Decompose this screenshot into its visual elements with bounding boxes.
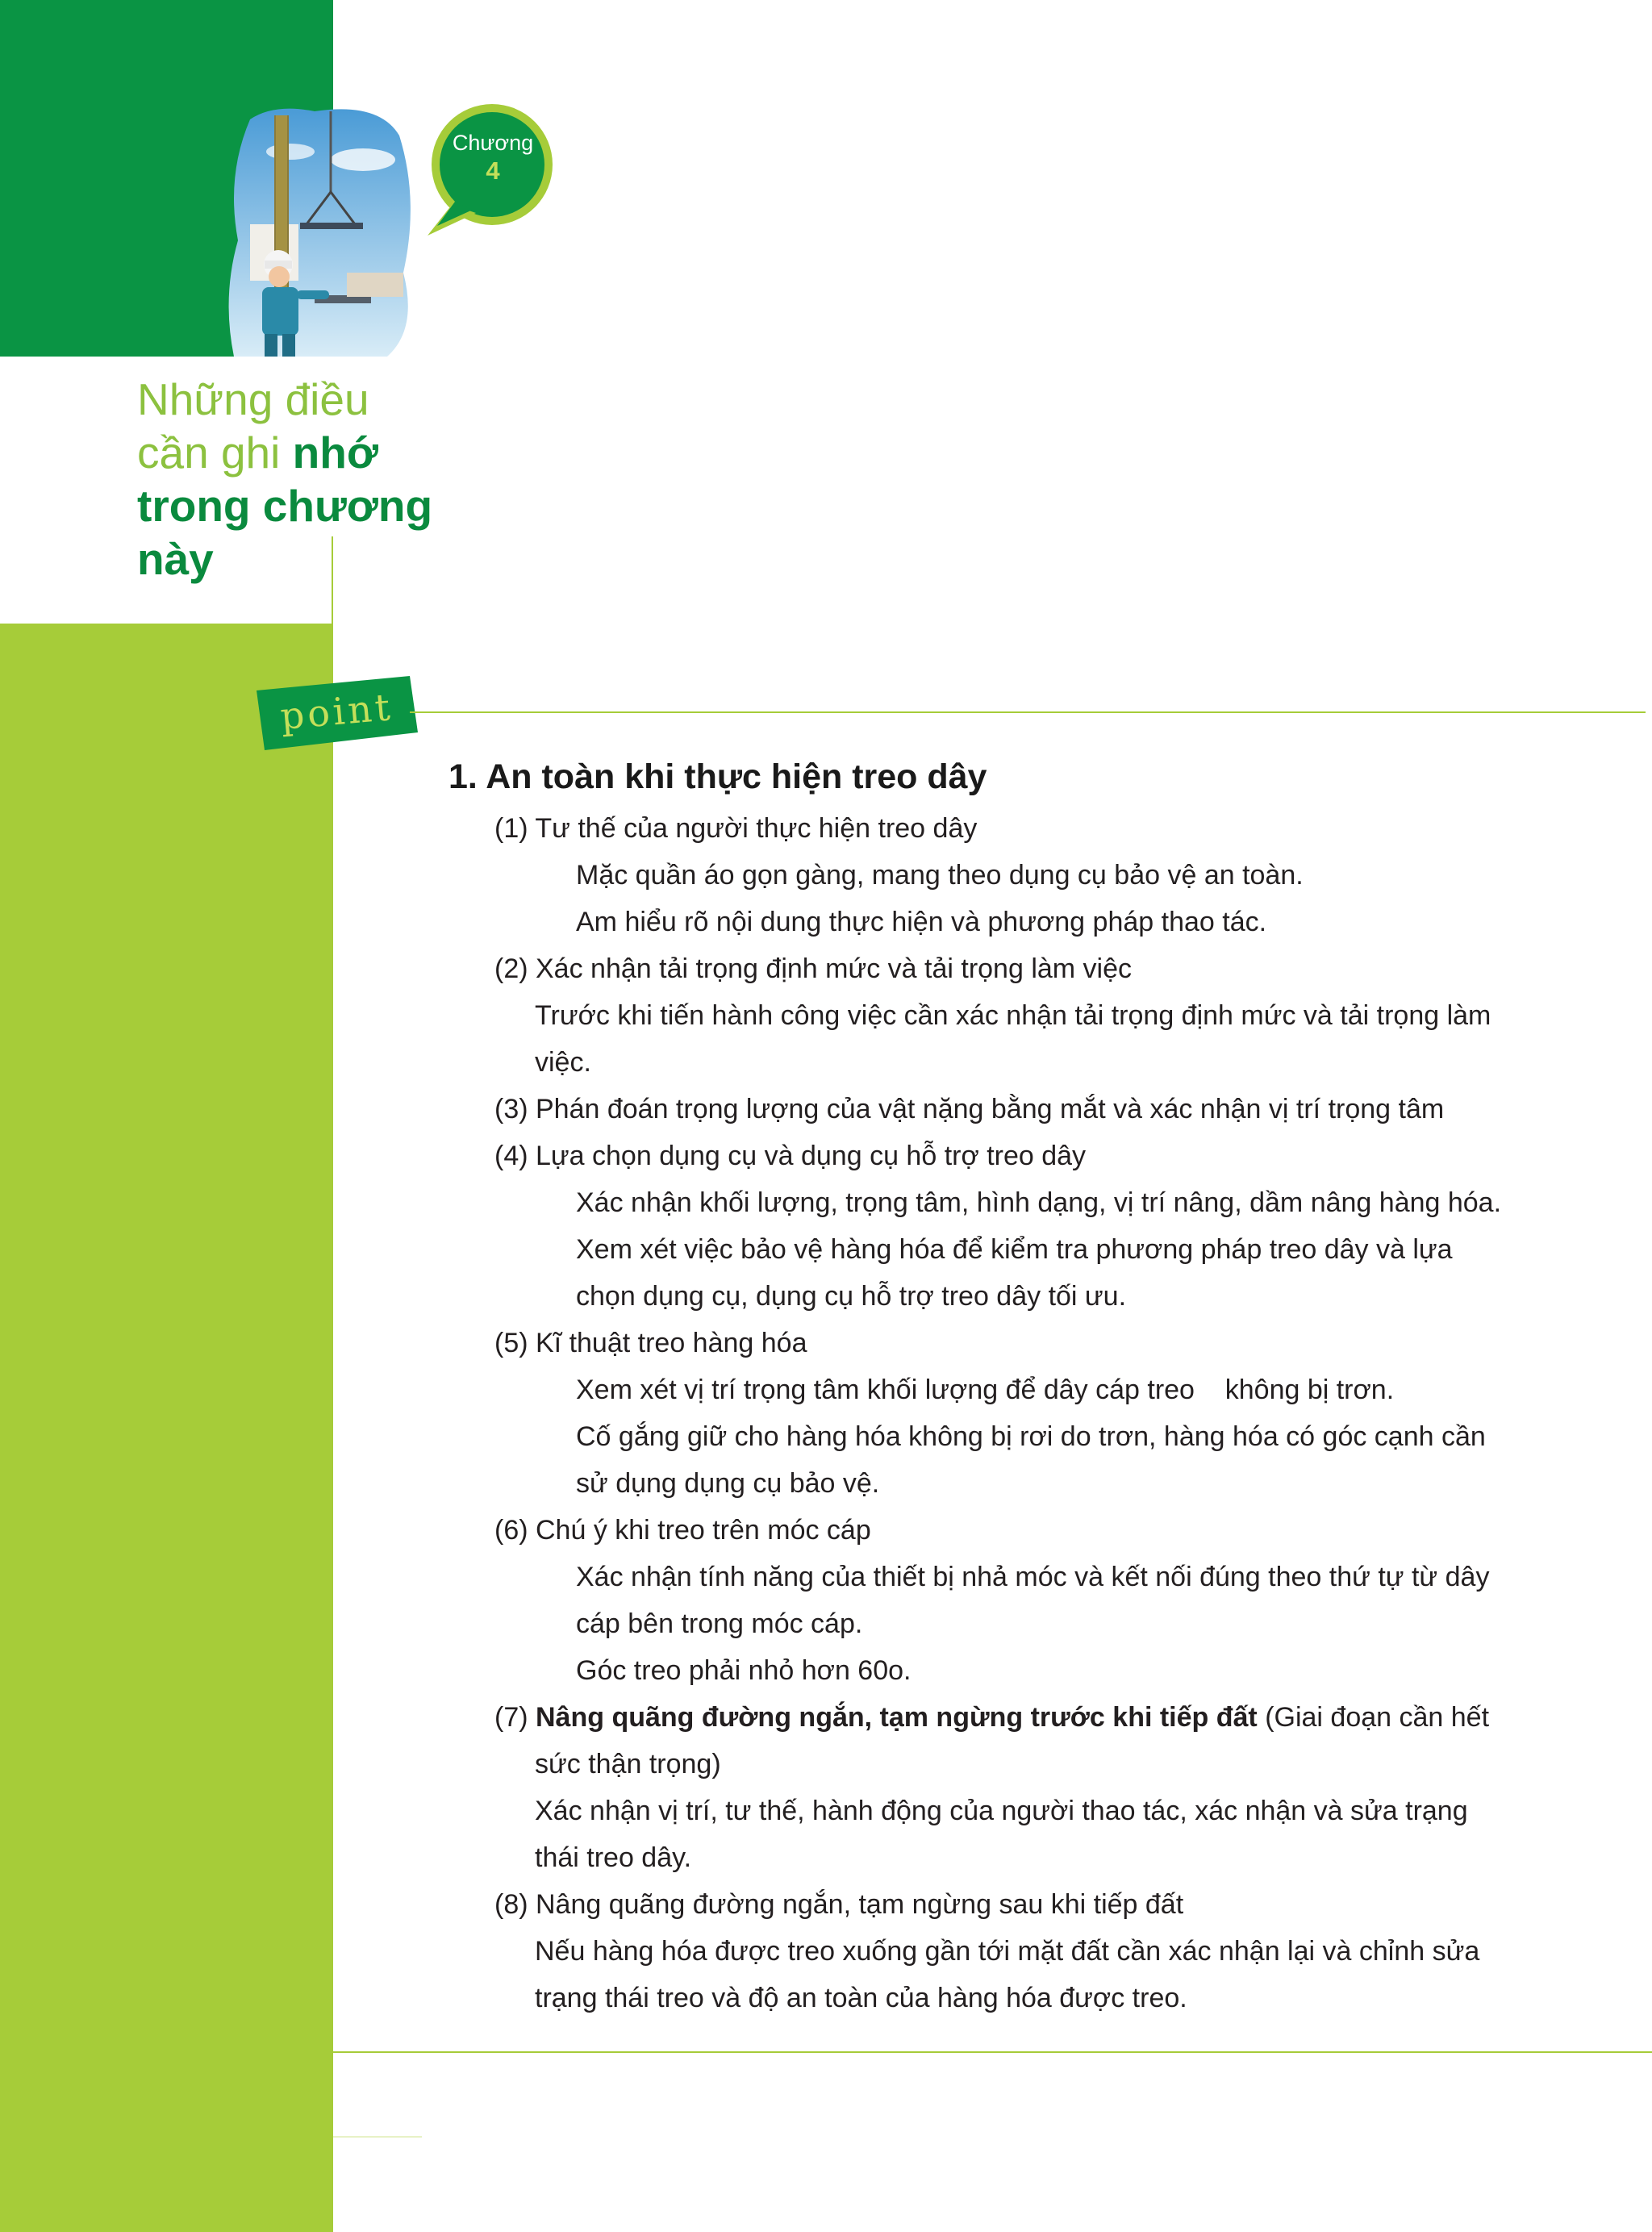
chapter-title (137, 373, 476, 586)
item-7-prefix: (7) (494, 1702, 536, 1733)
title-line-3: trong chương (137, 481, 433, 531)
item-1-title: (1) Tư thế của người thực hiện treo dây (494, 813, 978, 844)
item-8-line-2: trạng thái treo và độ an toàn của hàng hóa được treo. (535, 1983, 1187, 2013)
item-5-line-3: sử dụng dụng cụ bảo vệ. (576, 1468, 880, 1499)
item-6-line-2: cáp bên trong móc cáp. (576, 1608, 863, 1639)
chapter-badge (432, 129, 553, 186)
chapter-number: 4 (486, 156, 500, 185)
worker-crane-illustration (226, 103, 419, 357)
item-1-line-2: Am hiểu rõ nội dung thực hiện và phương pháp thao tác. (576, 907, 1267, 937)
item-7-line-1: Xác nhận vị trí, tư thế, hành động của người thao tác, xác nhận và sửa trạng (535, 1796, 1468, 1826)
bottom-divider (333, 2051, 1652, 2053)
section-content (448, 749, 1602, 2021)
item-4-line-2: Xem xét việc bảo vệ hàng hóa để kiểm tra phương pháp treo dây và lựa (576, 1234, 1453, 1265)
item-7-title (448, 1694, 1602, 1741)
item-5-line-1: Xem xét vị trí trọng tâm khối lượng để dây cáp treo không bị trơn. (576, 1375, 1395, 1405)
point-tag (257, 676, 418, 750)
item-6-line-1: Xác nhận tính năng của thiết bị nhả móc và kết nối đúng theo thứ tự từ dây (576, 1562, 1490, 1592)
item-6-line-3: Góc treo phải nhỏ hơn 60o. (576, 1655, 912, 1686)
item-7-bold: Nâng quãng đường ngắn, tạm ngừng trước khi tiếp đất (536, 1702, 1258, 1733)
chapter-label: Chương (452, 131, 534, 155)
item-5-line-2: Cố gắng giữ cho hàng hóa không bị rơi do trơn, hàng hóa có góc cạnh cần (576, 1421, 1486, 1452)
title-line-2-bold: nhớ (292, 428, 378, 478)
item-7-suffix: (Giai đoạn cần hết (1257, 1702, 1490, 1733)
item-3-title: (3) Phán đoán trọng lượng của vật nặng bằng mắt và xác nhận vị trí trọng tâm (494, 1094, 1445, 1124)
item-2-line-2: việc. (535, 1047, 591, 1078)
side-band (0, 624, 333, 2232)
item-4-line-3: chọn dụng cụ, dụng cụ hỗ trợ treo dây tối ưu. (576, 1281, 1127, 1312)
title-line-1: Những điều (137, 374, 369, 424)
item-6-title: (6) Chú ý khi treo trên móc cáp (494, 1515, 871, 1546)
item-5-title: (5) Kĩ thuật treo hàng hóa (494, 1328, 807, 1358)
item-2-line-1: Trước khi tiến hành công việc cần xác nhận tải trọng định mức và tải trọng làm (535, 1000, 1491, 1031)
footer-mark (333, 2136, 422, 2138)
item-8-line-1: Nếu hàng hóa được treo xuống gần tới mặt đất cần xác nhận lại và chỉnh sửa (535, 1936, 1480, 1967)
item-4-title: (4) Lựa chọn dụng cụ và dụng cụ hỗ trợ treo dây (494, 1141, 1087, 1171)
title-line-2-light: cần ghi (137, 428, 293, 478)
point-label: point (278, 685, 395, 739)
item-7-title-cont: sức thận trọng) (535, 1749, 721, 1779)
item-1-line-1: Mặc quần áo gọn gàng, mang theo dụng cụ bảo vệ an toàn. (576, 860, 1304, 891)
item-2-title: (2) Xác nhận tải trọng định mức và tải trọng làm việc (494, 953, 1133, 984)
section-heading: 1. An toàn khi thực hiện treo dây (448, 757, 987, 796)
point-divider (410, 711, 1646, 713)
title-line-4: này (137, 534, 214, 584)
item-4-line-1: Xác nhận khối lượng, trọng tâm, hình dạng, vị trí nâng, dầm nâng hàng hóa. (576, 1187, 1502, 1218)
title-line-2 (137, 426, 476, 479)
item-8-title: (8) Nâng quãng đường ngắn, tạm ngừng sau khi tiếp đất (494, 1889, 1184, 1920)
item-7-line-2: thái treo dây. (535, 1842, 692, 1873)
